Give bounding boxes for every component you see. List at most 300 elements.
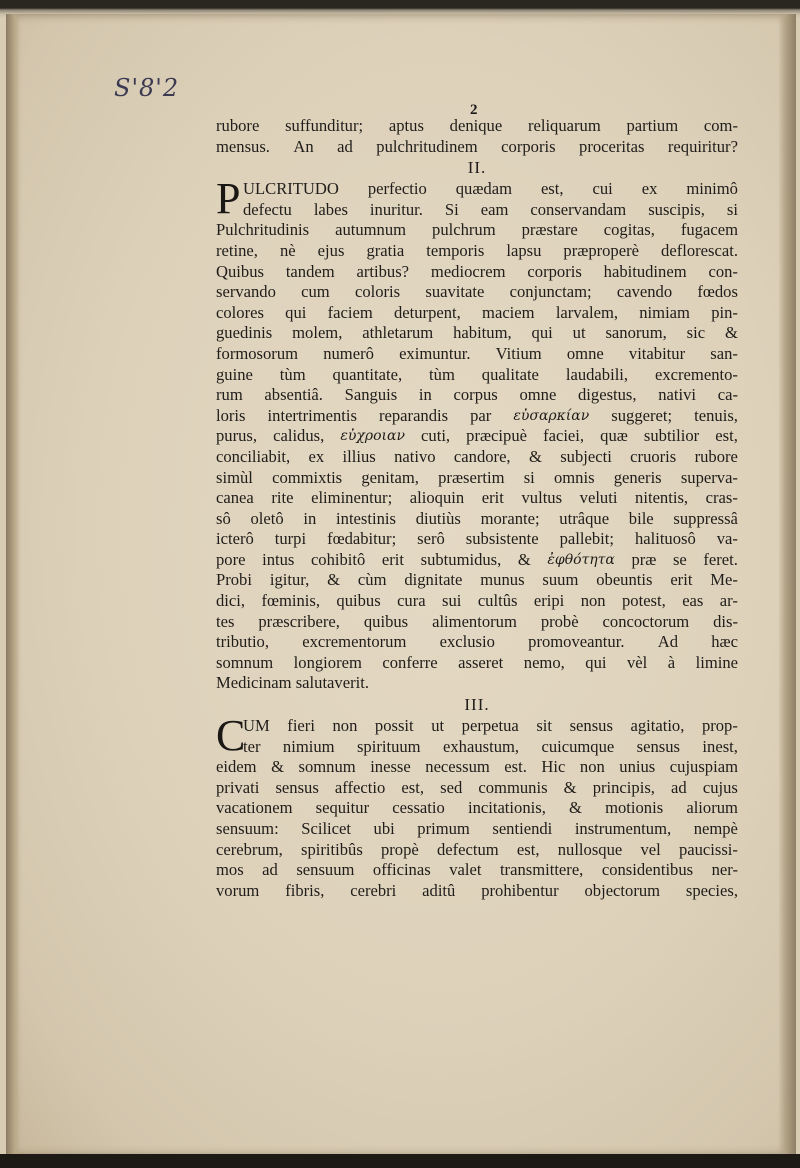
word: asseret [458,652,504,672]
word: inest, [702,736,738,756]
section-heading-ii: II. [467,158,487,178]
word: eas [682,591,704,611]
word: Si [444,199,459,219]
word: Vitium [495,343,542,363]
word: guedinis [216,323,273,343]
word: omne [566,343,604,363]
word: præsertim [438,467,505,487]
word: inesse [370,757,411,777]
text-line [216,819,738,840]
word: tenuis, [694,405,738,425]
word: privati [216,777,260,797]
word: vèl [626,652,648,672]
word: suscipis, [648,199,705,219]
word: aptus [388,116,424,135]
word: instrumentum, [574,819,672,838]
text-line [216,778,738,799]
word: nemo, [523,652,565,672]
word: pin- [711,302,738,322]
text-line [216,282,738,303]
text-line [216,509,738,530]
word: erit [670,570,693,590]
word: est, [715,426,738,446]
word: alioquin [409,488,465,508]
word: habitudinem [603,261,687,281]
word: qui [585,652,607,672]
word: calidus, [273,426,325,446]
word: incitationis, [467,798,546,818]
word: εὐσαρκίαν [513,407,590,424]
word: & [327,570,341,590]
word: in [418,385,432,405]
word: sô [216,508,231,528]
word: oletô [250,508,284,528]
word: aliorum [686,798,738,818]
text-line [216,757,738,778]
word: formosorum [216,343,299,363]
drop-capital: C [216,711,246,761]
word: ubi [373,819,395,838]
word: proceritas [579,136,645,156]
word: genitam, [361,467,419,487]
word: nativi [658,385,697,405]
word: subjecti [560,446,612,466]
word: vultus [521,488,563,508]
word: ca- [717,385,738,405]
word: sensuum [296,860,355,880]
word: agitatio, [630,716,685,736]
text-line [216,220,738,241]
word: potest, [621,591,666,611]
text-line [216,488,738,509]
section-ii-lines [216,174,738,694]
word: à [667,652,676,672]
word: eam [480,199,509,219]
text-line [216,860,738,881]
word: & [271,757,284,777]
word: cuicumque [541,736,615,756]
word: conferre [382,652,438,672]
word: primum [417,819,470,838]
word: subsistente [465,529,539,549]
word: faciei, [543,426,585,446]
word: munus [480,570,525,590]
text-line [216,200,738,221]
word: inuritur. [369,199,423,219]
word: fieri [287,716,315,736]
word: perfectio [367,179,427,199]
word: igitur, [269,570,310,590]
word: cùm [357,570,387,590]
text-line: Medicinam salutaverit. [216,673,369,693]
word: quibus [363,611,409,631]
page-edge [778,14,796,1156]
word: in [303,508,317,528]
word: prohibentur [481,880,559,900]
word: dignitate [404,570,463,590]
word: feret. [703,549,738,569]
text-line [216,612,738,633]
word: mensus. [216,136,270,156]
word: affectio [334,777,386,797]
word: suffunditur; [285,116,364,135]
drop-capital: P [216,174,241,224]
word: sentiendi [492,819,553,838]
word: rubore [216,116,260,135]
word: cogitas, [603,220,655,240]
scan-bottom-border [0,1154,800,1168]
word: cultûs [477,591,518,611]
word: Probi [216,570,252,590]
word: eidem [216,757,257,777]
section-ii-paragraph [216,174,738,694]
word: eliminentur; [311,488,393,508]
word: ut [572,323,586,343]
word: temporis [426,240,485,260]
text-line [216,591,738,612]
word: excremento- [655,364,738,384]
word: hæc [711,632,738,652]
handwritten-shelfmark: S'8'2 [114,74,180,102]
word: dis- [713,611,738,631]
word: species, [685,880,738,900]
word: defectu [243,199,292,219]
word: cerebrum, [216,839,283,859]
word: icterô [216,529,254,549]
word: considentibus [601,860,694,880]
word: servando [216,282,276,302]
word: nimiam [639,302,690,322]
text-line [216,840,738,861]
word: fœdabitur; [327,529,397,549]
text-line [216,262,738,283]
word: præ [631,549,657,569]
word: sensus [569,716,613,736]
word: numerô [323,343,374,363]
word: fugacem [680,220,738,240]
word: ἐφθότητα [547,551,615,568]
word: Pulchritudinis [216,220,310,240]
word: san- [710,343,738,363]
word: ner- [711,860,738,880]
word: & [563,777,577,797]
word: suavitate [425,282,485,302]
page-number: 2 [470,102,478,118]
word: exclusio [439,632,495,652]
word: absentiâ. [264,385,323,405]
text-line [216,137,738,158]
word: pore [216,549,246,569]
word: simùl [216,467,253,487]
word: guine [216,364,253,384]
word: & [517,549,531,569]
word: Scilicet [301,819,351,838]
word: Ad [657,632,678,652]
word: ad [262,860,278,880]
word: maciem [482,302,535,322]
word: Me- [710,570,738,590]
word: generis [613,467,662,487]
word: probè [540,611,579,631]
text-line [216,116,738,137]
word: cum [301,282,330,302]
word: tes [216,611,235,631]
word: cras- [705,488,738,508]
word: illius [342,446,376,466]
word: Hic [541,757,566,777]
word: nitentis, [635,488,689,508]
word: nè [279,240,296,260]
word: subtumidus, [420,549,502,569]
word: præscribere, [258,611,340,631]
section-heading-iii: III. [464,695,490,715]
word: nativo [394,446,436,466]
word: conciliabit, [216,446,291,466]
word: concoctorum [602,611,690,631]
word: fibris, [285,880,325,900]
word: va- [716,529,738,549]
binding-shadow [6,14,20,1156]
word: larvalem, [555,302,619,322]
word: ter [243,736,261,756]
word: vorum [216,880,260,900]
word: cuti, [421,426,451,446]
word: propè [380,839,419,859]
word: promoveantur. [528,632,625,652]
word: possit [374,716,414,736]
word: præstare [521,220,578,240]
word: præproperè [563,240,639,260]
word: sanorum, [605,323,667,343]
text-line [216,426,738,447]
text-line [216,632,738,653]
text-line [216,529,738,550]
word: omnis [553,467,595,487]
word: requiritur? [667,136,738,156]
word: sit [536,716,553,736]
word: si [726,199,738,219]
word: non [580,591,606,611]
word: lapsu [506,240,542,260]
word: intus [262,549,295,569]
word: si [523,467,535,487]
word: corpus [453,385,498,405]
text-line [216,798,738,819]
word: artibus? [356,261,410,281]
word: est, [516,839,540,859]
word: rite [271,488,294,508]
word: communis [478,777,548,797]
word: somnum [216,652,274,672]
word: cohibitô [310,549,366,569]
word: motionis [605,798,664,818]
word: quibus [336,591,381,611]
word: limine [695,652,738,672]
word: spiritibûs [301,839,363,859]
word: ut [431,716,445,736]
word: vacationem [216,798,293,818]
word: athletarum [362,323,434,343]
word: exhaustum, [443,736,520,756]
section-iii-lines [216,711,738,901]
word: retine, [216,240,258,260]
word: autumnum [335,220,407,240]
word: intertrimentis [267,405,357,425]
word: objectorum [584,880,661,900]
word: qui [285,302,307,322]
word: gratia [366,240,405,260]
word: UM [243,716,270,736]
word: serô [417,529,445,549]
word: cui [592,179,613,199]
word: vel [640,839,661,859]
text-line [216,344,738,365]
word: ex [641,179,658,199]
word: veluti [579,488,618,508]
word: valet [449,860,482,880]
word: aditû [422,880,456,900]
word: præcipuè [466,426,527,446]
word: diutiùs [415,508,461,528]
word: nimium [282,736,335,756]
text-line [216,653,738,674]
word: pulchritudinem [376,136,478,156]
word: officinas [372,860,431,880]
word: loris [216,405,246,425]
word: com- [703,116,738,135]
word: ejus [317,240,345,260]
word: principis, [592,777,655,797]
word: obeuntis [596,570,653,590]
word: deflorescat. [661,240,738,260]
word: sequitur [315,798,370,818]
word: non [579,757,605,777]
word: eripi [533,591,565,611]
word: pallebit; [559,529,614,549]
text-line [216,406,738,427]
word: suppressâ [673,508,738,528]
word: deturpent, [393,302,461,322]
word: tùm [429,364,455,384]
text-line [216,737,738,758]
word: laudabili, [565,364,629,384]
word: cruoris [630,446,677,466]
word: est, [401,777,425,797]
word: candore, [453,446,511,466]
word: purus, [216,426,258,446]
word: unius [619,757,656,777]
word: reparandis [378,405,449,425]
word: habitum, [453,323,512,343]
word: sensus [636,736,681,756]
word: corporis [501,136,556,156]
word: partium [626,116,679,135]
word: canea [216,488,254,508]
word: est. [504,757,527,777]
word: transmittere, [499,860,584,880]
word: sensus [275,777,319,797]
word: cura [397,591,426,611]
word: superva- [680,467,738,487]
word: colores [216,302,264,322]
word: coloris [354,282,401,302]
section-iii-paragraph [216,711,738,901]
word: fœdos [697,282,738,302]
word: subtilior [643,426,700,446]
word: cessatio [392,798,445,818]
word: digestus, [578,385,637,405]
word: denique [449,116,503,135]
word: εὐχροιαν [340,428,405,445]
word: & [724,323,738,343]
word: perpetua [461,716,519,736]
word: necessum [425,757,490,777]
word: mos [216,860,244,880]
word: An [293,136,314,156]
word: sui [442,591,462,611]
text-line [216,550,738,571]
text-line [216,881,738,902]
word: sic [686,323,706,343]
word: ar- [719,591,738,611]
word: somnum [298,757,356,777]
word: cujus [702,777,738,797]
word: qualitate [481,364,539,384]
body-text [216,116,738,901]
word: quantitate, [332,364,403,384]
word: mediocrem [430,261,506,281]
word: suum [542,570,579,590]
word: bile [628,508,654,528]
text-line [216,716,738,737]
word: tandem [285,261,335,281]
word: conjunctam; [509,282,592,302]
text-line [216,303,738,324]
word: erit [481,488,504,508]
word: quæ [600,426,628,446]
word: rubore [694,446,738,466]
word: vitabitur [628,343,686,363]
word: par [470,405,492,425]
word: fœminis, [261,591,320,611]
word: conservandam [530,199,627,219]
word: nullosque [557,839,623,859]
word: corporis [527,261,582,281]
word: Quibus [216,261,264,281]
word: se [672,549,687,569]
word: suggeret; [611,405,673,425]
word: minimô [686,179,738,199]
word: cujuspiam [669,757,738,777]
word: intestinis [336,508,396,528]
word: quædam [455,179,512,199]
word: faciem [327,302,373,322]
word: Sanguis [344,385,398,405]
word: dici, [216,591,246,611]
word: pulchrum [432,220,496,240]
text-line [216,385,738,406]
word: rum [216,385,243,405]
text-line [216,570,738,591]
text-line [216,241,738,262]
word: labes [313,199,348,219]
intro-block [216,116,738,157]
word: & [569,798,582,818]
word: sensuum: [216,819,279,838]
word: excrementorum [302,632,407,652]
word: erit [381,549,405,569]
word: defectum [436,839,499,859]
